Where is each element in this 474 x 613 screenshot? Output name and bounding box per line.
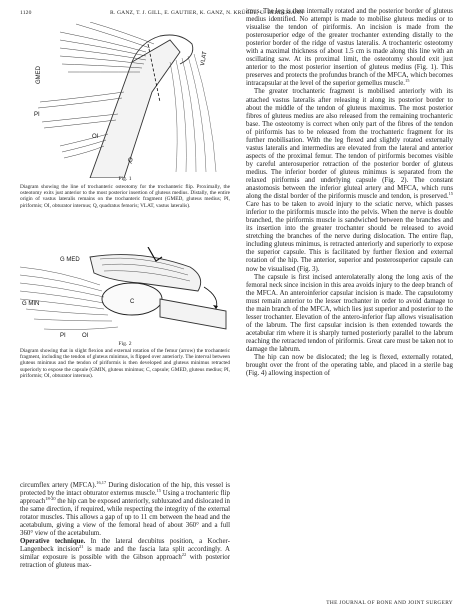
label-c: C xyxy=(130,299,135,305)
figure-1-number: Fig. 1 xyxy=(118,176,132,182)
label-gmed: GMED xyxy=(36,66,42,84)
paragraph-right-3: The capsule is first incised anterolaterally along the long axis of the femoral neck since incision in this area avoids injury to the deep branch of the MFCA. An anteroinferior capsular incision is made. The capsulotomy must remain anterior to the lesser trochanter in order to avoid damage to the main branch of the MFCA, which lies just superior and posterior to the lesser trochanter. Elevation of the antero-inferior flap allows visualisation of the labrum. The first capsular incision is then extended towards the acetabular rim where it is sharply turned posteriorly parallel to the labrum reaching the retracted tendon of piriformis. Great care must be taken not to damage the labrum. xyxy=(246,273,453,353)
running-head-authors: R. GANZ, T. J. GILL, E. GAUTIER, K. GANZ, N. KRÜGEL, U. BERLEMANN xyxy=(110,10,304,16)
figure-2 xyxy=(20,247,230,379)
left-column-text xyxy=(20,482,230,571)
figure-1-illustration xyxy=(20,22,230,178)
paragraph-right-4: The hip can now be dislocated; the leg is flexed, externally rotated, brought over the front of the operating table, and placed in a sterile bag (Fig. 4) allowing inspection of xyxy=(246,354,453,378)
figure-2-number: Fig. 2 xyxy=(118,341,132,347)
journal-footer: THE JOURNAL OF BONE AND JOINT SURGERY xyxy=(326,600,453,606)
figure-2-illustration xyxy=(20,247,230,339)
label-g-med: G MED xyxy=(60,257,80,263)
paragraph-operative-technique: Operative technique. In the lateral decubitus position, a Kocher-Langenbeck incision$^{21}$ is made and the fascia lata split accordingly. A similar exposure is possible with the Gibson approach$^{22}$ with posterior retraction of gluteus max- xyxy=(20,538,230,570)
page-number: 1120 xyxy=(20,10,32,16)
label-vlat: VLAT xyxy=(200,50,209,67)
label-oi-2: OI xyxy=(82,333,89,339)
figure-2-caption: Diagram showing that in slight flexion and external rotation of the femur (arrow) the trochanteric fragment, including the tendon of gluteus minimus, is flipped over anteriorly. The interval between gluteus minimus and the tendon of piriformis is then developed and gluteus minimus retracted superiorly to expose the capsule (GMIN, gluteus minimus; C, capsule; GMED, gluteus medius; PI, piriformis; OI, obturator internus). xyxy=(20,348,230,379)
paragraph-left-1: circumflex artery (MFCA).$^{16,17}$ During dislocation of the hip, this vessel is protected by the intact obturator externus muscle.$^{15}$ Using a trochanteric flip approach$^{18-20}$ the hip can be exposed anteriorly, subluxated and dislocated in the same direction, if required, while respecting the integrity of the external rotator muscles. This allows a gap of up to 11 cm between the head and the acetabulum, giving a view of the femoral head of about 360° and a full 360° view of the acetabulum. xyxy=(20,480,230,538)
paragraph-right-1: imus. The leg is then internally rotated and the posterior border of gluteus medius identified. No attempt is made to mobilise gluteus medius or to visualise the tendon of piriformis. An incision is made from the posterosuperior edge of the greater trochanter extending distally to the posterior border of the ridge of vastus lateralis. A trochanteric osteotomy with a maximal thickness of about 1.5 cm is made along this line with an oscillating saw. At its proximal limit, the osteotomy should exit just anterior to the most posterior insertion of gluteus medius (Fig. 1). This preserves and protects the profundus branch of the MFCA, which becomes intracapsular at the level of the superior gemellus muscle.$^{15}$ xyxy=(246,8,453,88)
right-column-text xyxy=(246,8,453,378)
figure-1-caption: Diagram showing the line of trochanteric osteotomy for the trochanteric flip. Proximally, the osteotomy exits just anterior to the most posterior insertion of gluteus medius. Distally, the entire origin of vastus lateralis remains on the trochanteric fragment (GMED, gluteus medius; PI, piriformis; OI, obturator internus; Q, quadratus femoris; VLAT, vastus lateralis). xyxy=(20,184,230,209)
label-pi: PI xyxy=(34,112,40,118)
label-g-min: G MIN xyxy=(22,301,40,307)
label-pi-2: PI xyxy=(60,333,66,339)
paragraph-right-2: The greater trochanteric fragment is mobilised anteriorly with its attached vastus lateralis after releasing it along its posterior border to about the middle of the tendon of gluteus maximus. The most posterior fibres of gluteus medius are also released from the remaining trochanteric base. The osteotomy is correct when only part of the fibres of the tendon of piriformis has to be released from the trochanteric fragment for its further mobilisation. With the leg flexed and slightly rotated externally vastus lateralis and intermedius are elevated from the lateral and anterior aspects of the proximal femur. The tendon of piriformis becomes visible by careful anterosuperior retraction of the posterior border of gluteus medius. The inferior border of gluteus minimus is separated from the relaxed piriformis and underlying capsule (Fig. 2). The constant anastomosis between the inferior gluteal artery and MFCA, which runs along the distal border of the piriformis muscle and tendon, is preserved.$^{15}$ Care has to be taken to avoid injury to the sciatic nerve, which passes inferior to the piriformis muscle into the pelvis. When the nerve is double branched, the piriformis muscle is sandwiched between the branches and its insertion into the greater trochanter should be released to avoid stretching the branches of the nerve during dislocation. The entire flap, including gluteus minimus, is retracted anteriorly and superiorly to expose the superior capsule. This is facilitated by further flexion and external rotation of the hip. The anterior, superior and posterosuperior capsule can now be visualised (Fig. 3). xyxy=(246,88,453,273)
label-q: Q xyxy=(128,158,133,164)
figure-1 xyxy=(20,22,230,209)
section-heading: Operative technique. xyxy=(20,538,86,546)
label-oi: OI xyxy=(92,134,99,140)
